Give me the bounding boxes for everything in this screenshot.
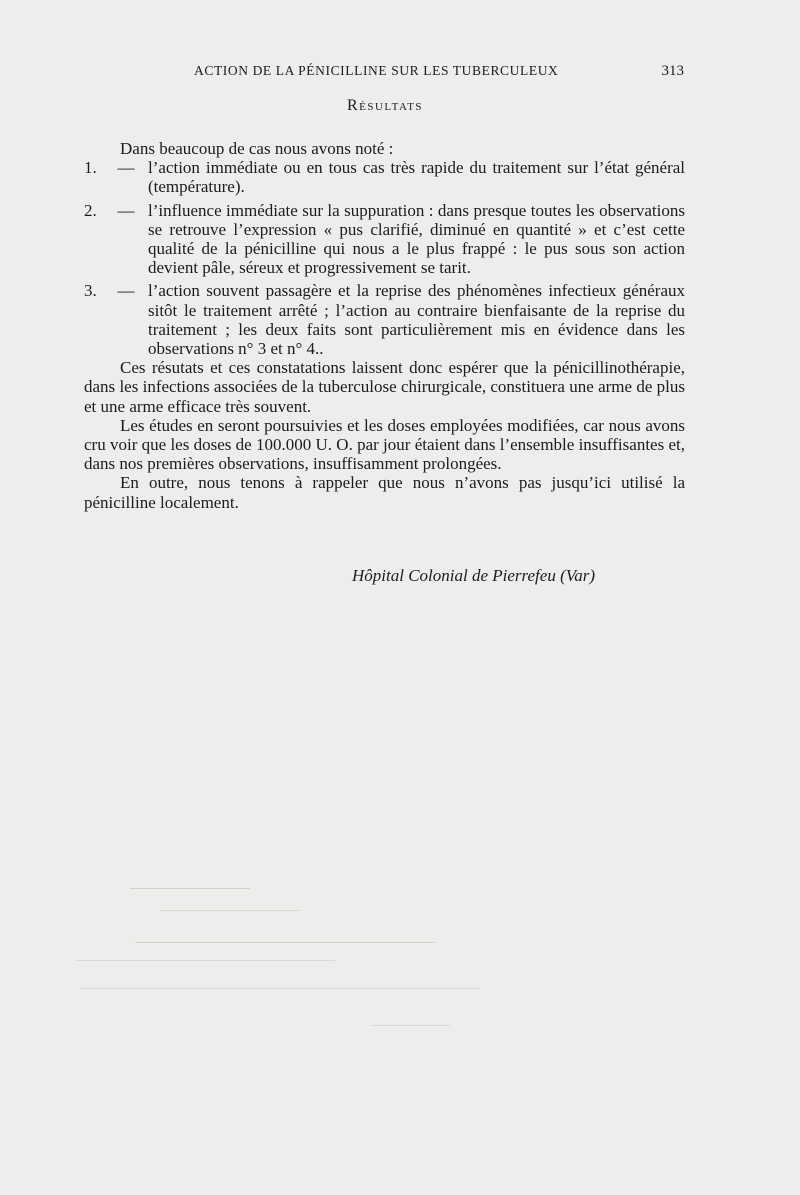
running-title: ACTION DE LA PÉNICILLINE SUR LES TUBERCULEUX: [194, 63, 559, 78]
section-title: Résultats: [346, 97, 424, 114]
paragraph: En outre, nous tenons à rappeler que nous n’avons pas jusqu’ici utilisé la pénicilline localement.: [84, 473, 685, 512]
item-text: l’action immédiate ou en tous cas très rapide du traitement sur l’état général (température).: [148, 158, 685, 197]
item-dash: —: [117, 158, 135, 178]
item-number: 3.: [84, 281, 97, 301]
item-text: l’action souvent passagère et la reprise des phénomènes infectieux généraux sitôt le traitement arrêté ; l’action au contraire bienfaisante de la reprise du traitement ; les deux faits sont particulièrement mis en évidence dans les observations n° 3 et n° 4..: [148, 281, 685, 359]
bleed-through-specks: [70, 880, 570, 1030]
list-item: [84, 281, 685, 358]
page-number: 313: [661, 63, 684, 79]
item-dash: —: [117, 200, 135, 220]
list-item: [84, 201, 685, 278]
results-list: [84, 158, 685, 358]
item-dash: —: [117, 281, 135, 301]
signature-line: Hôpital Colonial de Pierrefeu (Var): [352, 566, 596, 585]
item-number: 1.: [84, 158, 97, 178]
body-text: [84, 139, 685, 512]
list-item: [84, 158, 685, 196]
intro-line: Dans beaucoup de cas nous avons noté :: [120, 139, 394, 158]
paragraph: Ces résutats et ces constatations laissent donc espérer que la pénicillinothérapie, dans les infections associées de la tuberculose chirurgicale, constituera une arme de plus et une arme efficace très souvent.: [84, 358, 685, 416]
page-header: [84, 63, 684, 85]
item-number: 2.: [84, 200, 97, 220]
item-text: l’influence immédiate sur la suppuration : dans presque toutes les observations se retrouve l’expression « pus clarifié, diminué en quantité » et c’est cette qualité de la pénicilline qui nous a le plus frappé : le pus sous son action devient pâle, séreux et progressivement se tarit.: [148, 200, 685, 278]
paragraph: Les études en seront poursuivies et les doses employées modifiées, car nous avons cru voir que les doses de 100.000 U. O. par jour étaient dans l’ensemble insuffisantes et, dans nos premières observations, insuffisamment prolongées.: [84, 415, 685, 474]
